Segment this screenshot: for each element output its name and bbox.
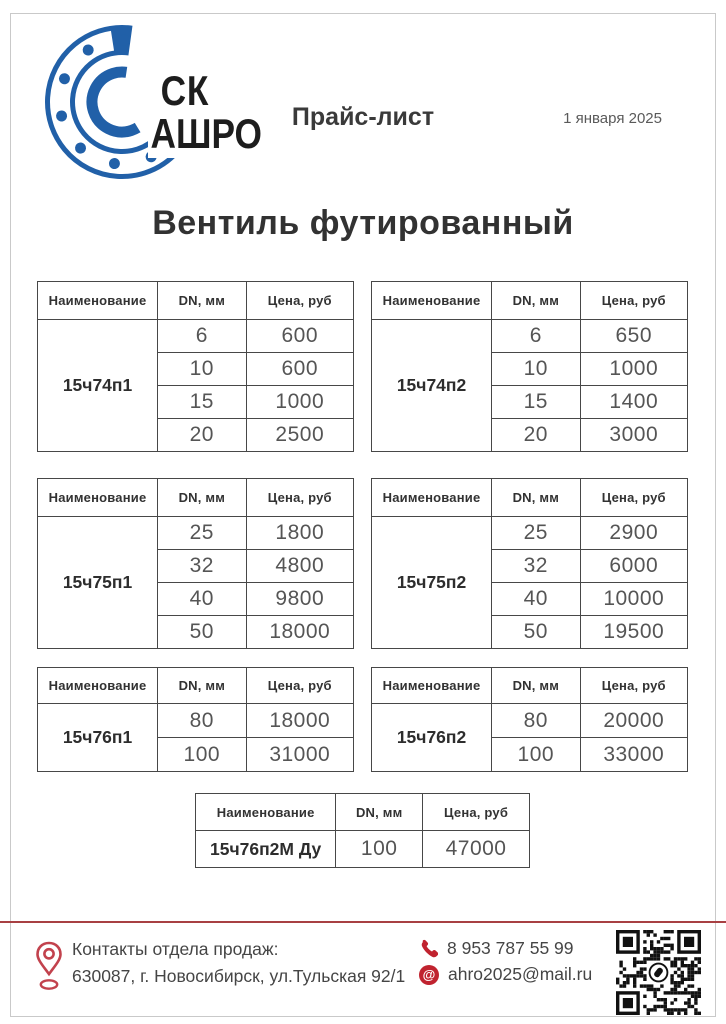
col-header-price: Цена, руб [246, 282, 353, 320]
product-name: 15ч74п1 [38, 320, 158, 452]
dn-value: 15 [158, 386, 246, 419]
email-row [419, 964, 592, 985]
col-header-name: Наименование [38, 479, 158, 517]
logo-text-line2: АШРО [150, 110, 262, 157]
contacts-block [72, 936, 405, 990]
phone-row [419, 938, 574, 959]
price-value: 31000 [246, 738, 353, 772]
dn-value: 32 [492, 550, 580, 583]
price-value: 1400 [580, 386, 687, 419]
col-header-name: Наименование [372, 282, 492, 320]
contacts-label: Контакты отдела продаж: [72, 939, 279, 959]
dn-value: 15 [492, 386, 580, 419]
price-value: 4800 [246, 550, 353, 583]
dn-value: 10 [158, 353, 246, 386]
price-value: 19500 [580, 616, 687, 649]
dn-value: 50 [492, 616, 580, 649]
price-table-5 [37, 667, 354, 772]
col-header-dn: DN, мм [492, 479, 580, 517]
dn-value: 10 [492, 353, 580, 386]
product-name: 15ч76п2М Ду [196, 831, 336, 868]
qr-code-image [616, 930, 701, 1015]
dn-value: 6 [158, 320, 246, 353]
price-table-6 [371, 667, 688, 772]
footer-divider [0, 921, 726, 923]
dn-value: 25 [492, 517, 580, 550]
price-value: 600 [246, 353, 353, 386]
table-row [38, 517, 354, 550]
logo-text-line1: СК [160, 67, 210, 114]
price-value: 18000 [246, 704, 353, 738]
doc-title: Прайс-лист [291, 103, 435, 131]
product-name: 15ч74п2 [372, 320, 492, 452]
table-row [372, 320, 688, 353]
price-value: 1000 [580, 353, 687, 386]
price-value: 1000 [246, 386, 353, 419]
dn-value: 100 [158, 738, 246, 772]
col-header-price: Цена, руб [580, 282, 687, 320]
col-header-price: Цена, руб [246, 479, 353, 517]
price-value: 2900 [580, 517, 687, 550]
price-value: 3000 [580, 419, 687, 452]
dn-value: 100 [336, 831, 423, 868]
price-value: 47000 [423, 831, 530, 868]
col-header-name: Наименование [372, 668, 492, 704]
col-header-name: Наименование [372, 479, 492, 517]
col-header-dn: DN, мм [492, 668, 580, 704]
price-table-2 [371, 281, 688, 452]
contacts-address: 630087, г. Новосибирск, ул.Тульская 92/1 [72, 966, 406, 986]
product-name: 15ч76п2 [372, 704, 492, 772]
col-header-price: Цена, руб [580, 668, 687, 704]
col-header-price: Цена, руб [246, 668, 353, 704]
col-header-name: Наименование [196, 794, 336, 831]
dn-value: 80 [158, 704, 246, 738]
col-header-price: Цена, руб [423, 794, 530, 831]
price-value: 6000 [580, 550, 687, 583]
table-row [196, 831, 530, 868]
at-sign-icon: @ [419, 965, 439, 985]
price-value: 1800 [246, 517, 353, 550]
col-header-name: Наименование [38, 282, 158, 320]
price-value: 600 [246, 320, 353, 353]
price-table-1 [37, 281, 354, 452]
page-title: Вентиль футированный [152, 204, 574, 242]
qr-code [616, 930, 701, 1015]
col-header-dn: DN, мм [336, 794, 423, 831]
price-value: 2500 [246, 419, 353, 452]
dn-value: 100 [492, 738, 580, 772]
doc-date: 1 января 2025 [563, 110, 662, 127]
col-header-dn: DN, мм [158, 668, 246, 704]
location-pin-icon [34, 940, 64, 992]
price-value: 10000 [580, 583, 687, 616]
phone-number: 8 953 787 55 99 [447, 938, 574, 958]
col-header-dn: DN, мм [492, 282, 580, 320]
dn-value: 80 [492, 704, 580, 738]
price-table-7 [195, 793, 530, 868]
dn-value: 20 [158, 419, 246, 452]
dn-value: 40 [158, 583, 246, 616]
price-table-3 [37, 478, 354, 649]
dn-value: 40 [492, 583, 580, 616]
product-name: 15ч75п2 [372, 517, 492, 649]
col-header-name: Наименование [38, 668, 158, 704]
price-table-4 [371, 478, 688, 649]
product-name: 15ч75п1 [38, 517, 158, 649]
table-row [38, 320, 354, 353]
col-header-dn: DN, мм [158, 479, 246, 517]
price-value: 9800 [246, 583, 353, 616]
table-row [372, 704, 688, 738]
table-row [38, 704, 354, 738]
price-value: 18000 [246, 616, 353, 649]
email-address: ahro2025@mail.ru [448, 964, 593, 984]
price-value: 20000 [580, 704, 687, 738]
dn-value: 32 [158, 550, 246, 583]
dn-value: 25 [158, 517, 246, 550]
phone-icon [419, 939, 438, 958]
col-header-dn: DN, мм [158, 282, 246, 320]
price-value: 650 [580, 320, 687, 353]
table-row [372, 517, 688, 550]
price-value: 33000 [580, 738, 687, 772]
dn-value: 6 [492, 320, 580, 353]
col-header-price: Цена, руб [580, 479, 687, 517]
product-name: 15ч76п1 [38, 704, 158, 772]
dn-value: 50 [158, 616, 246, 649]
dn-value: 20 [492, 419, 580, 452]
